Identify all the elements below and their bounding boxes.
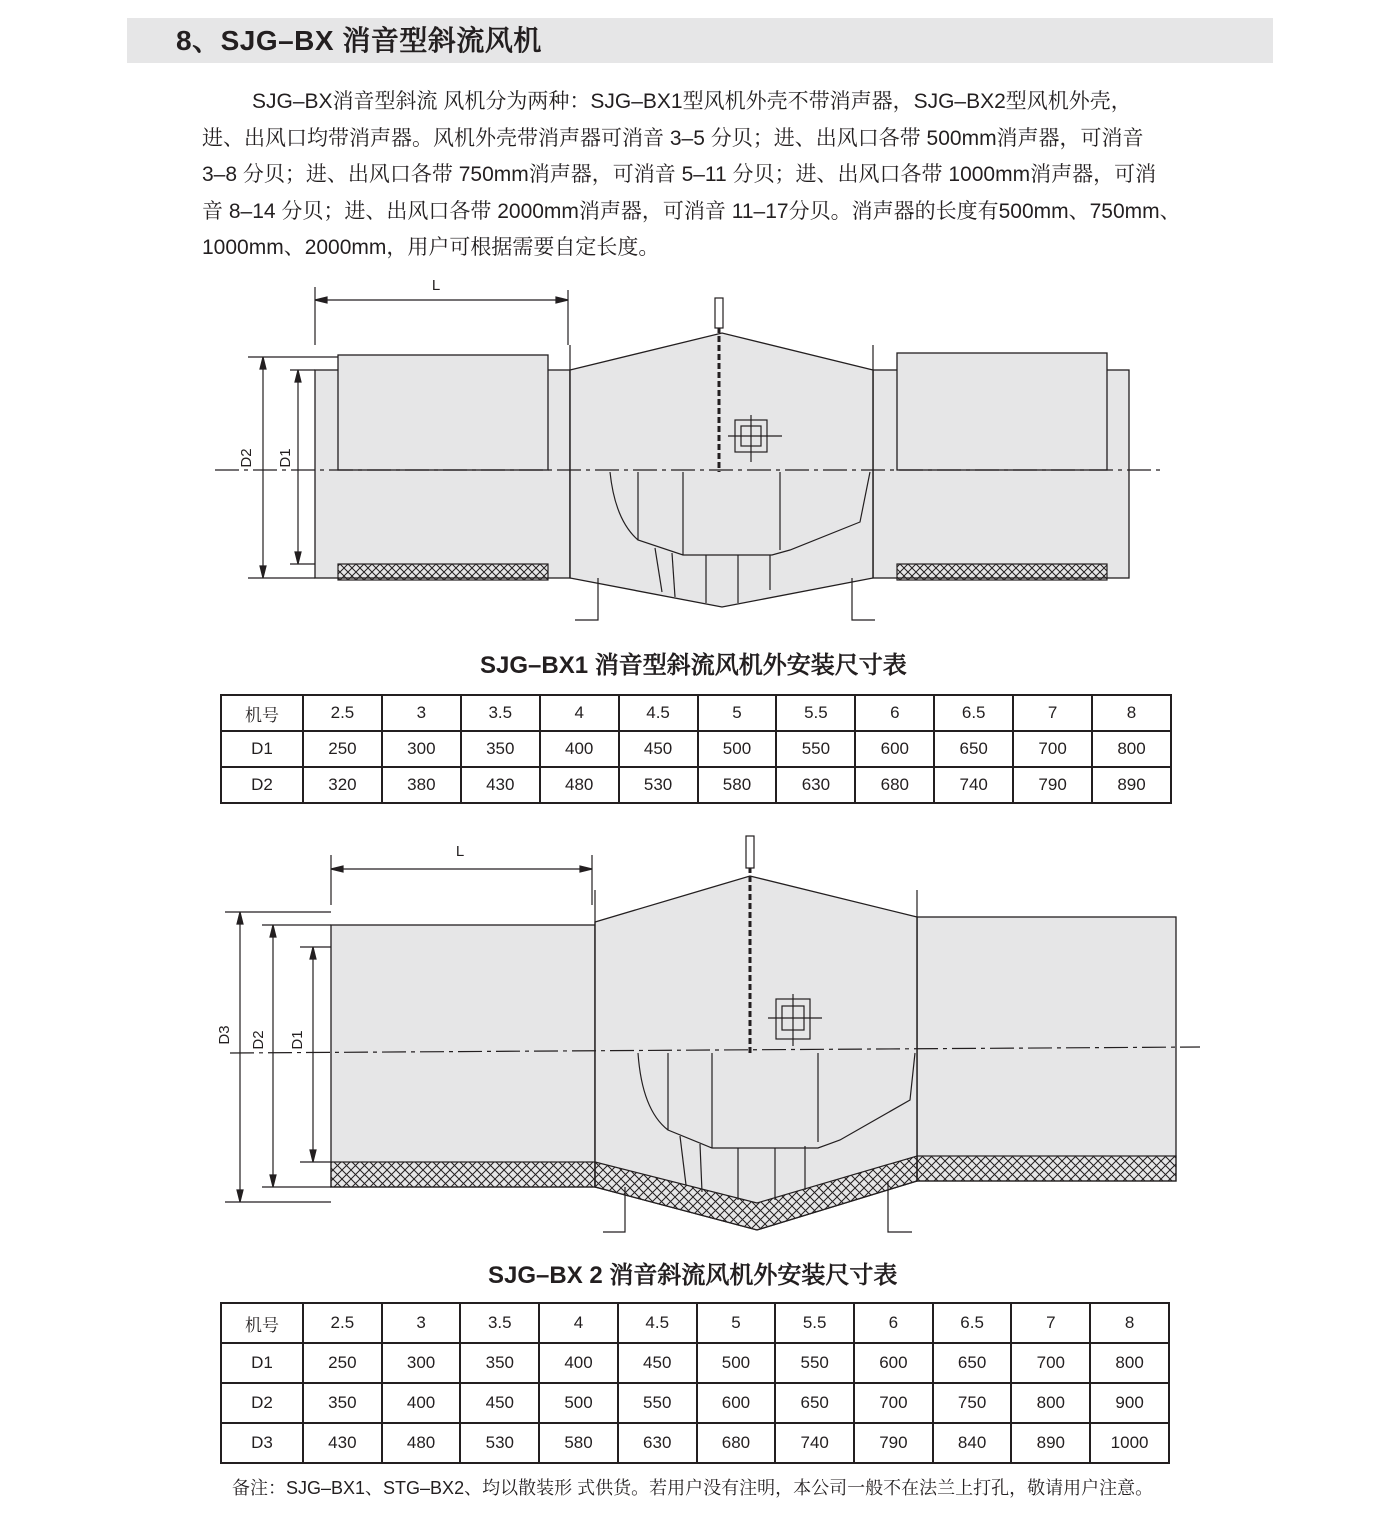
table-cell: 6 [854,1303,933,1343]
table-cell: 600 [697,1383,776,1423]
table1 [220,694,1172,804]
table-cell: 430 [461,767,540,803]
table-row [221,1303,1169,1343]
table-cell: 840 [933,1423,1012,1463]
table-cell: 430 [303,1423,382,1463]
table-row [221,767,1171,803]
table-cell: 740 [934,767,1013,803]
table-cell: 800 [1011,1383,1090,1423]
table-cell: 790 [854,1423,933,1463]
table-cell: 700 [1011,1343,1090,1383]
bx2-label-D3: D3 [216,1025,233,1045]
table-row [221,1343,1169,1383]
table-cell: 7 [1011,1303,1090,1343]
table-cell: 350 [461,731,540,767]
table-cell: D2 [221,1383,303,1423]
table-cell: 650 [775,1383,854,1423]
bx1-label-D2: D2 [238,448,255,468]
table-cell: 680 [855,767,934,803]
table-cell: 7 [1013,695,1092,731]
table-cell: 500 [697,1343,776,1383]
table-cell: 机号 [221,695,303,731]
table-cell: 6.5 [933,1303,1012,1343]
table-cell: 700 [854,1383,933,1423]
intro-line-1: SJG–BX消音型斜流 风机分为两种：SJG–BX1型风机外壳不带消声器，SJG–BX2型风机外壳， [252,90,1132,113]
table-cell: 2.5 [303,695,382,731]
table-cell: D2 [221,767,303,803]
table-row [221,695,1171,731]
table-cell: 机号 [221,1303,303,1343]
table-cell: 550 [776,731,855,767]
table2 [220,1302,1170,1464]
table-cell: 890 [1092,767,1171,803]
table-cell: 630 [776,767,855,803]
table-cell: 5 [697,1303,776,1343]
table-cell: 5.5 [775,1303,854,1343]
table1-caption: SJG–BX1 消音型斜流风机外安装尺寸表 [480,652,907,679]
bx1-right-silencer-top [897,353,1107,470]
table-cell: 450 [460,1383,539,1423]
table-cell: 4.5 [619,695,698,731]
bx1-label-L: L [431,277,441,294]
bx1-left-hatch [338,564,548,580]
bx2-label-L: L [455,843,465,860]
table-row [221,1423,1169,1463]
table-cell: 580 [539,1423,618,1463]
table-cell: 250 [303,1343,382,1383]
table-cell: 630 [618,1423,697,1463]
table-cell: 8 [1090,1303,1169,1343]
table-cell: 3.5 [461,695,540,731]
bx1-label-D1: D1 [277,448,294,468]
intro-paragraph [202,84,1260,267]
page-title: 8、SJG–BX 消音型斜流风机 [176,25,542,56]
table-cell: 530 [460,1423,539,1463]
table-cell: 600 [854,1343,933,1383]
intro-line-4: 音 8–14 分贝；进、出风口各带 2000mm消声器，可消音 11–17分贝。消声器的长度有500mm、750mm、 [202,199,1181,223]
bx1-right-hatch [897,564,1107,580]
table2-caption: SJG–BX 2 消音斜流风机外安装尺寸表 [488,1262,898,1289]
table-cell: 8 [1092,695,1171,731]
table-cell: 320 [303,767,382,803]
table-cell: 3 [382,1303,461,1343]
table-cell: D1 [221,1343,303,1383]
table-cell: 400 [539,1343,618,1383]
table-cell: 450 [619,731,698,767]
table-cell: D1 [221,731,303,767]
table-cell: 4 [540,695,619,731]
table-cell: 1000 [1090,1423,1169,1463]
bx2-left-hatch [331,1162,595,1187]
bx2-right-hatch [917,1156,1176,1181]
table-cell: 6 [855,695,934,731]
table-cell: 580 [698,767,777,803]
table-cell: 550 [618,1383,697,1423]
table-cell: 350 [460,1343,539,1383]
table-row [221,1383,1169,1423]
table-cell: 300 [382,1343,461,1383]
table-cell: 500 [698,731,777,767]
table-cell: 890 [1011,1423,1090,1463]
table-row [221,731,1171,767]
table-cell: 530 [619,767,698,803]
table-cell: 5 [698,695,777,731]
bx2-label-D1: D1 [289,1030,306,1050]
table-cell: 650 [934,731,1013,767]
table-cell: 400 [382,1383,461,1423]
table-cell: 800 [1090,1343,1169,1383]
bx1-left-silencer-top [338,355,548,470]
table-cell: 450 [618,1343,697,1383]
table-cell: 250 [303,731,382,767]
table-cell: 5.5 [776,695,855,731]
table-cell: 600 [855,731,934,767]
table-cell: 650 [933,1343,1012,1383]
footnote: 备注：SJG–BX1、STG–BX2、均以散装形 式供货。若用户没有注明，本公司一般不在法兰上打孔，敬请用户注意。 [232,1478,1154,1498]
table-cell: 790 [1013,767,1092,803]
bx2-left-duct [331,925,595,1187]
table-cell: 4 [539,1303,618,1343]
bx2-label-D2: D2 [250,1030,267,1050]
table-cell: 740 [775,1423,854,1463]
table-cell: 900 [1090,1383,1169,1423]
table-cell: 480 [382,1423,461,1463]
table-cell: 3 [382,695,461,731]
table-cell: 3.5 [460,1303,539,1343]
table-cell: 800 [1092,731,1171,767]
intro-line-5: 1000mm、2000mm，用户可根据需要自定长度。 [202,236,660,260]
table-cell: D3 [221,1423,303,1463]
table-cell: 680 [697,1423,776,1463]
table-cell: 6.5 [934,695,1013,731]
intro-line-3: 3–8 分贝；进、出风口各带 750mm消声器，可消音 5–11 分贝；进、出风口各带 1000mm消声器，可消 [202,163,1157,187]
bx1-fan-diagram [200,275,1200,635]
intro-line-2: 进、出风口均带消声器。风机外壳带消声器可消音 3–5 分贝；进、出风口各带 500mm消声器，可消音 [202,126,1144,150]
bx2-fan-diagram [200,830,1210,1260]
table-cell: 350 [303,1383,382,1423]
table-cell: 400 [540,731,619,767]
table-cell: 700 [1013,731,1092,767]
table-cell: 480 [540,767,619,803]
table-cell: 380 [382,767,461,803]
table-cell: 750 [933,1383,1012,1423]
table-cell: 2.5 [303,1303,382,1343]
table-cell: 500 [539,1383,618,1423]
table-cell: 550 [775,1343,854,1383]
table-cell: 300 [382,731,461,767]
table-cell: 4.5 [618,1303,697,1343]
